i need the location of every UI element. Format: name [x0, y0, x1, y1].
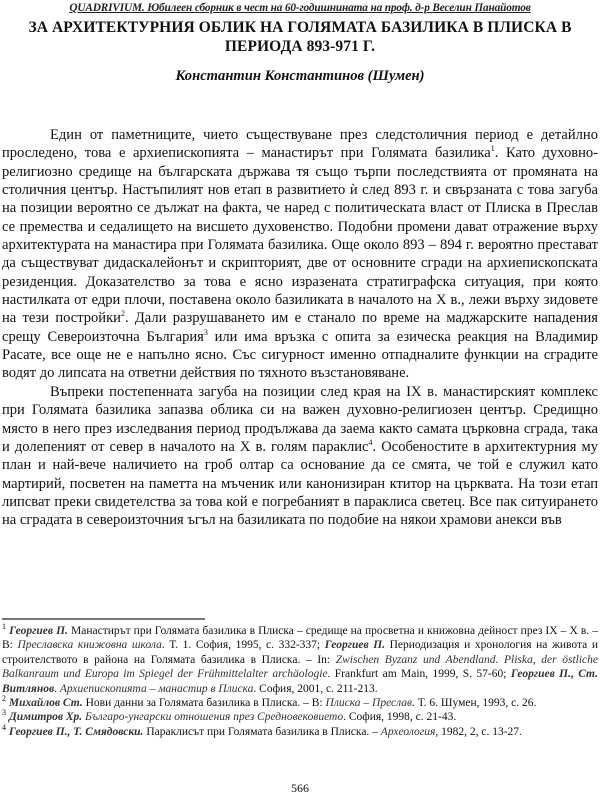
footnote-source-title: Преславска книжовна школа: [17, 639, 162, 652]
paragraph-1: [2, 126, 598, 383]
footnote-2: [2, 696, 598, 710]
footnote-text: . Т. 1. София, 1995, с. 332-337;: [161, 639, 325, 652]
footnote-number: 3: [2, 708, 6, 718]
footnote-author: Георгиев П.: [9, 625, 68, 637]
paragraph-2: [2, 383, 598, 530]
footnote-text: . София, 2001, с. 211-213.: [253, 682, 378, 695]
footnote-ref-1[interactable]: 1: [490, 144, 495, 154]
footnote-separator: [2, 618, 205, 620]
footnote-author: Георгиев П.: [324, 639, 386, 652]
running-header: QUADRIVIUM. Юбилеен сборник в чест на 60-годишнината на проф. д-р Веселин Панайотов: [69, 2, 531, 14]
footnote-source-title: Българо-унгарски отношения през Средновековието: [85, 711, 344, 724]
paragraph-text: . Като духовно-религиозно средище на българската държава тя също търпи последствията от промяната на столичния център. Настъпилият нов етап в развитието ѝ след 893 г. и свързаната с това загуба на позиции вероятно се дължат на факта, че наред с политическата власт от Плиска в Преслав се премества и седалището на висшето духовенство. Подобни промени дават отражение върху архитектурата на манастира при Голямата базилика. Още около 893 – 894 г. вероятно престават да съществуват дидаскалейонът и скрипторият, две от основните сгради на архиепископската резиденция. Доказателство за това е ясно изразената стратиграфска ситуация, при която настилката от едри плочи, поставена около базиликата в началото на Х в., лежи върху зидовете на тези постройки: [2, 145, 598, 327]
footnote-text: , 1982, 2, с. 13-27.: [435, 725, 522, 738]
footnotes: [2, 624, 598, 739]
footnote-number: 4: [2, 723, 6, 733]
footnote-text: Нови данни за Голямата базилика в Плиска. – В:: [82, 697, 326, 710]
footnote-1: [2, 624, 598, 696]
footnote-ref-3[interactable]: 3: [203, 327, 208, 337]
footnote-source-title: Археология: [380, 725, 436, 738]
footnote-4: [2, 725, 598, 739]
footnote-text: . София, 1998, с. 21-43.: [343, 711, 457, 724]
footnote-text: Параклисът при Голямата базилика в Плиска. –: [143, 725, 381, 738]
footnote-text: Периодизация и хронология на живота и строителството в района на Голямата базилика в Плиска. – In:: [2, 639, 598, 666]
footnote-number: 1: [2, 622, 6, 632]
footnote-text: .: [54, 682, 60, 695]
footnote-text: Манастирът при Голямата базилика в Плиска – средище на просветна и книжовна дейност през IX – X в. – В:: [2, 625, 598, 652]
paragraph-text: или има връзка с опита за езическа реакция на Владимир Расате, все още не е напълно ясно. Със сигурност именно отпадналите функции на сградите водят до липсата на ответни действия по тяхното възстановяване.: [2, 328, 598, 382]
footnote-author: Димитров Хр.: [8, 711, 83, 724]
footnote-ref-4[interactable]: 4: [368, 438, 373, 447]
footnote-author: Михайлов Ст.: [8, 697, 83, 710]
page-number: 566: [291, 781, 309, 795]
footnote-ref-2[interactable]: 2: [120, 309, 125, 319]
footnote-source-title: Плиска – Преслав: [325, 697, 413, 710]
paragraph-text: . Особеностите в архитектурния му план и най-вече наличието на гроб олтар са основание да се смята, че той е служил като мартирий, посветен на паметта на мъченик или канонизиран ктитор на църквата. На този етап липсват преки свидетелства за това кой е погребаният в параклиса светец. Все пак ситуирането на сградата в североизточния ъгъл на базиликата по подобие на някои храмови анекси във: [2, 438, 598, 529]
footnote-source-title: Zwischen Byzanz und Abendland. Pliska, der östliche Balkanraum und Europa im Spiegel der Frühmittelalter archäologie: [2, 653, 598, 681]
paragraph-text: . Дали разрушаването им е станало по време на маджарските нападения срещу Североизточна България: [2, 310, 598, 345]
footnote-text: . Т. 6. Шумен, 1993, с. 26.: [412, 697, 537, 710]
footnote-author: Георгиев П., Т. Смядовски.: [8, 725, 144, 738]
paragraph-text: Въпреки постепенната загуба на позиции след края на IX в. манастирският комплекс при Голямата базилика запазва облика си на важен духовно-религиозен център. Средищно място в него през изследвания период продължава да заема както самата църковна сграда, така и долепеният от север в началото на Х в. голям параклис: [2, 383, 598, 455]
article-title: ЗА АРХИТЕКТУРНИЯ ОБЛИК НА ГОЛЯМАТА БАЗИЛИКА В ПЛИСКА В ПЕРИОДА 893-971 Г.: [28, 19, 572, 55]
article-author: Константин Константинов (Шумен): [175, 68, 425, 84]
footnote-text: . Frankfurt am Main, 1999, S. 57-60;: [327, 668, 511, 681]
footnote-source-title: Архиепископията – манастир в Плиска: [59, 682, 254, 695]
footnote-number: 2: [2, 694, 6, 704]
paragraph-text: Един от паметниците, чието съществуване през следстоличния период е детайлно проследено, това е архиепископията – манастирът при Голямата базилика: [2, 127, 598, 162]
footnote-author: Георгиев П., Ст. Витлянов: [2, 668, 599, 695]
article-body: [2, 126, 598, 530]
footnote-3: [2, 710, 598, 724]
